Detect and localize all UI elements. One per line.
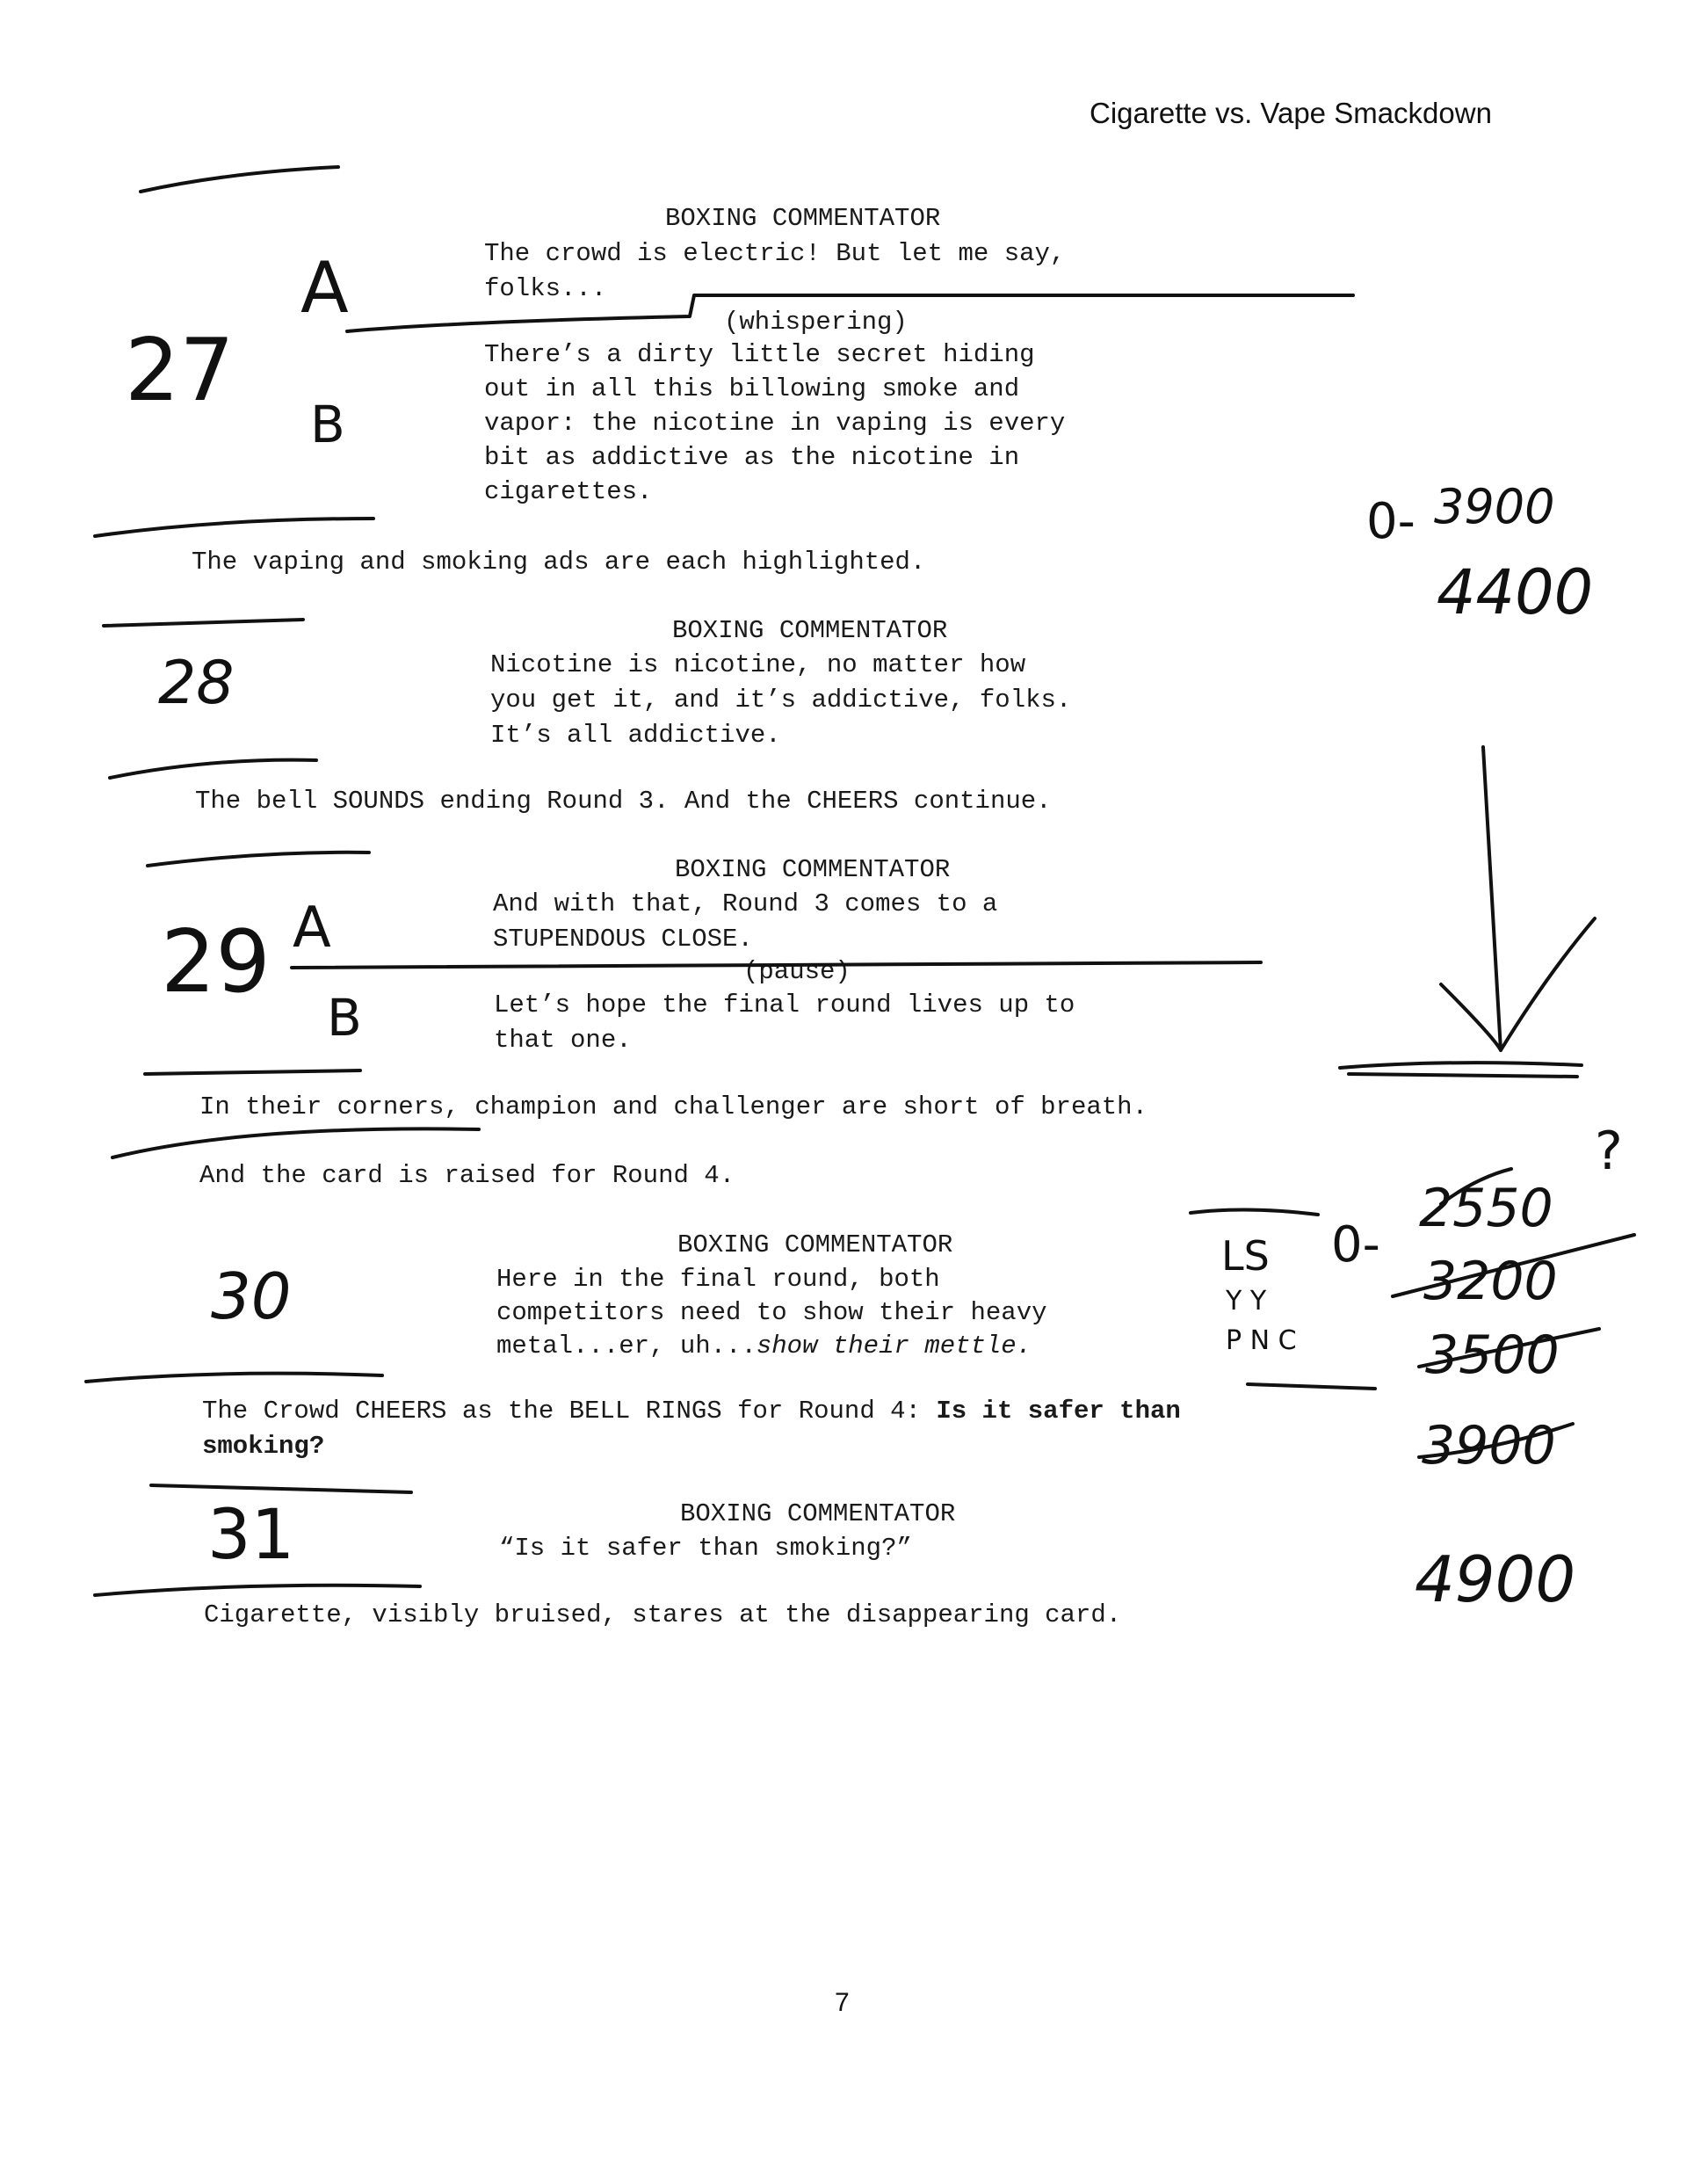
- frame-number: 3900: [1434, 479, 1555, 534]
- arrow-base-stroke: [1340, 1063, 1582, 1077]
- shot-letter: A: [293, 896, 331, 961]
- frame-number: 3900: [1422, 1415, 1556, 1477]
- separator-stroke: [292, 962, 1261, 968]
- separator-stroke: [148, 853, 369, 866]
- dialogue: “Is it safer than smoking?”: [499, 1534, 912, 1563]
- action-line: The vaping and smoking ads are each highlighted.: [192, 548, 926, 577]
- separator-stroke: [347, 295, 1353, 331]
- dialogue-plain: metal...er, uh...: [496, 1331, 757, 1360]
- down-arrow-icon: [1441, 747, 1595, 1050]
- shot-letter: B: [310, 395, 345, 454]
- parenthetical: (pause): [743, 957, 851, 986]
- separator-stroke: [110, 760, 316, 778]
- camera-note: Y Y: [1226, 1286, 1267, 1317]
- separator-stroke: [86, 1374, 382, 1382]
- shot-letter: B: [327, 988, 362, 1048]
- parenthetical: (whispering): [724, 308, 908, 337]
- shot-letter: A: [300, 247, 349, 329]
- frame-range: 0-: [1366, 493, 1415, 550]
- separator-stroke: [141, 167, 338, 192]
- frame-number: 3500: [1425, 1324, 1560, 1386]
- shot-number: 28: [158, 649, 235, 718]
- camera-note: P N C: [1226, 1325, 1297, 1356]
- dialogue: And with that, Round 3 comes to a STUPENDOUS CLOSE.: [493, 889, 998, 954]
- action-bold: Is it safer than: [936, 1397, 1181, 1426]
- separator-stroke: [95, 1585, 420, 1595]
- frame-question: ?: [1595, 1121, 1623, 1182]
- frame-number: 2550: [1419, 1178, 1553, 1239]
- separator-stroke: [151, 1485, 411, 1492]
- action-line: The bell SOUNDS ending Round 3. And the CHEERS continue.: [195, 787, 1052, 816]
- action-line: Cigarette, visibly bruised, stares at the disappearing card.: [204, 1600, 1122, 1629]
- dialogue-italic: show their mettle.: [756, 1331, 1032, 1360]
- character-name: BOXING COMMENTATOR: [672, 616, 948, 645]
- dialogue: Here in the final round, both: [496, 1265, 940, 1294]
- action-line: And the card is raised for Round 4.: [199, 1161, 735, 1190]
- character-name: BOXING COMMENTATOR: [680, 1499, 956, 1528]
- shot-number: 30: [211, 1259, 292, 1333]
- frame-number: 4400: [1437, 556, 1594, 628]
- dialogue: Nicotine is nicotine, no matter how you get it, and it’s addictive, folks. It’s all addictive.: [490, 650, 1072, 750]
- dialogue: The crowd is electric! But let me say, folks...: [484, 239, 1066, 303]
- separator-stroke: [112, 1128, 479, 1157]
- action-plain: The Crowd CHEERS as the BELL RINGS for Round 4:: [202, 1397, 937, 1426]
- dialogue: Let’s hope the final round lives up to that one.: [494, 990, 1075, 1055]
- frame-number: 4900: [1415, 1542, 1576, 1616]
- character-name: BOXING COMMENTATOR: [677, 1230, 953, 1259]
- character-name: BOXING COMMENTATOR: [665, 204, 941, 233]
- separator-stroke: [95, 519, 373, 536]
- page-header-title: Cigarette vs. Vape Smackdown: [1090, 97, 1492, 129]
- frame-range: 0-: [1331, 1216, 1380, 1273]
- frame-number: 3200: [1423, 1251, 1558, 1312]
- action-bold: smoking?: [202, 1432, 325, 1461]
- dialogue: There’s a dirty little secret hiding out in all this billowing smoke and vapor: the nicotine in vaping is every bit as addictive as the nicotine in cigarettes.: [484, 340, 1066, 506]
- separator-stroke: [1191, 1209, 1318, 1215]
- shot-number: 27: [125, 321, 235, 421]
- camera-note: LS: [1221, 1232, 1270, 1280]
- page-number: 7: [835, 1988, 850, 2017]
- separator-stroke: [104, 620, 303, 626]
- separator-stroke: [145, 1070, 360, 1074]
- dialogue: competitors need to show their heavy: [496, 1298, 1047, 1327]
- shot-number: 31: [207, 1496, 295, 1575]
- shot-number: 29: [161, 912, 271, 1012]
- character-name: BOXING COMMENTATOR: [675, 855, 951, 884]
- action-line: In their corners, champion and challenger are short of breath.: [199, 1092, 1148, 1121]
- separator-stroke: [1248, 1384, 1375, 1389]
